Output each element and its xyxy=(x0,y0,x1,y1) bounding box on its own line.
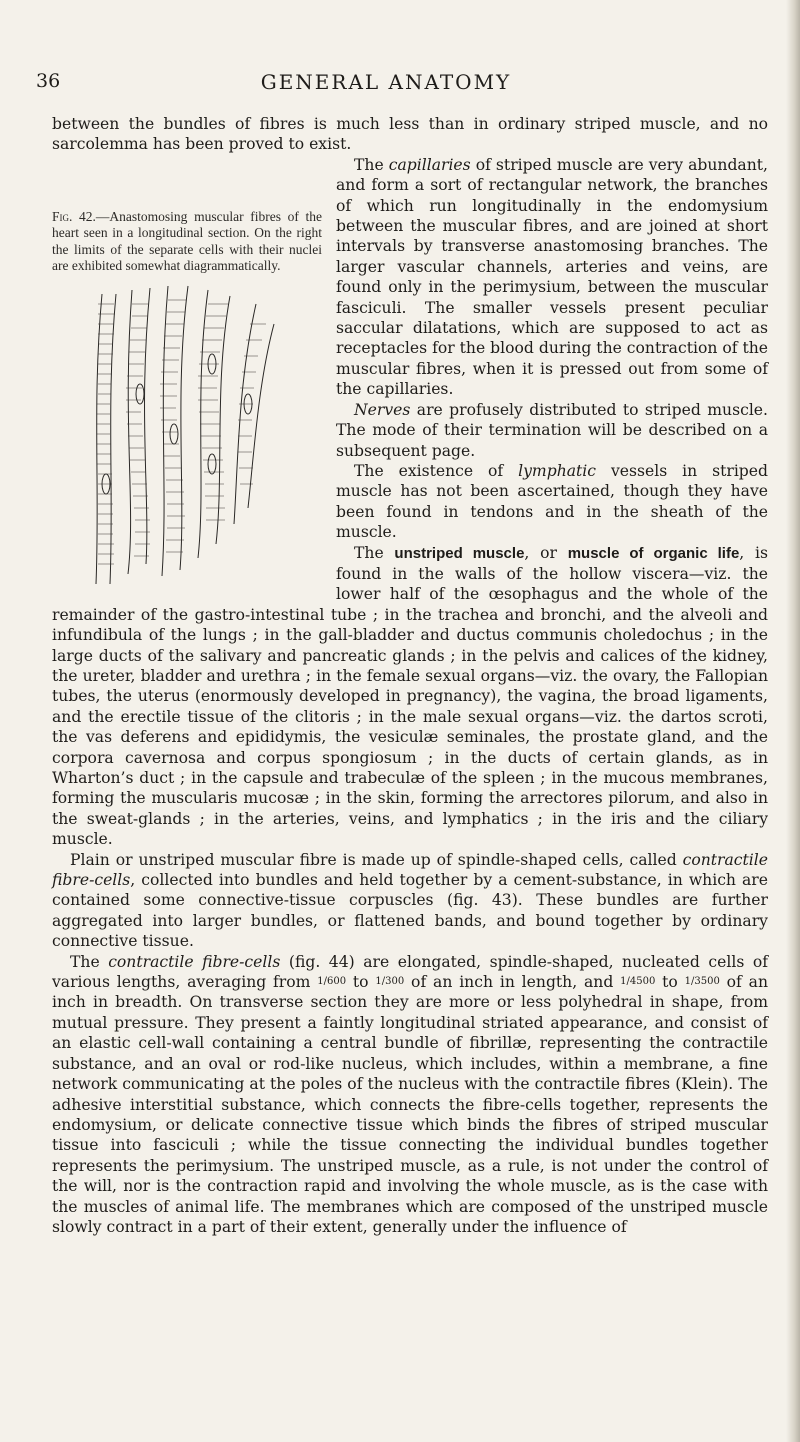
text-run: of an inch in breadth. On transverse section they are more or less polyhedral in shape, from mutual pressure. They present a faintly longitudinal striated appearance, and consist of an elastic cell-wall containing a central bundle of fibrillæ, representing the contractile substance, and an oval or rod-like nucleus, which includes, within a membrane, a fine network communicating at the poles of the nucleus with the contractile fibres (Klein). The adhesive interstitial substance, which connects the fibre-cells together, represents the endomysium, or delicate connective tissue which binds the fibres of striped muscular tissue into fasciculi ; while the tissue connecting the individual bundles together represents the perimysium. The unstriped muscle, as a rule, is not under the control of the will, nor is the contraction rapid and involving the whole muscle, as is the case with the muscles of animal life. The membranes which are composed of the unstriped muscle slowly contract in a part of their extent, generally under the influence of xyxy=(52,973,768,1236)
page-edge-shadow xyxy=(786,0,800,1442)
term-muscle-of-organic-life: muscle of organic life xyxy=(567,544,740,562)
muscle-fibres-illustration xyxy=(88,284,278,584)
fraction: 1/600 xyxy=(317,976,347,988)
text-run: The existence of xyxy=(354,461,519,480)
figure-caption-text: —Anastomosing muscular fibres of the heart seen in a longitudinal section. On the right the limits of the separate cells with their nuclei are exhibited somewhat diagrammatically. xyxy=(52,208,322,274)
text-run: , collected into bundles and held together by a cement-substance, in which are contained some connective-tissue corpuscles (fig. 43). These bundles are further aggregated into larger bundles, or flattened bands, and bound together by ordinary connective tissue. xyxy=(52,871,768,951)
text-run: to xyxy=(346,973,376,992)
figure-block xyxy=(52,155,322,585)
term-capillaries: capillaries xyxy=(388,155,471,174)
paragraph-plain-fibre xyxy=(52,850,768,952)
figure-caption xyxy=(52,209,322,275)
text-run: The xyxy=(70,952,109,971)
term-nerves: Nerves xyxy=(354,400,411,419)
text-run: Plain or unstriped muscular fibre is made up of spindle-shaped cells, called xyxy=(70,850,683,869)
running-title: GENERAL ANATOMY xyxy=(260,70,512,94)
paragraph-unstriped-muscle xyxy=(52,543,768,850)
text-run: The xyxy=(354,155,389,174)
text-run: , is found in the walls of the hollow viscera—viz. the lower half of the œsophagus and the whole of the remainder of the gastro-intestinal tube ; in the trachea and bronchi, and the alveoli and infundibula of the lungs ; in the gall-bladder and ductus communis choledochus ; in the large ducts of the salivary and pancreatic glands ; in the pelvis and calices of the kidney, the ureter, bladder and urethra ; in the female sexual organs—viz. the ovary, the Fallopian tubes, the uterus (enormously developed in pregnancy), the vagina, the broad ligaments, and the erectile tissue of the clitoris ; in the male sexual organs—viz. the dartos scroti, the vas deferens and epididymis, the vesiculæ seminales, the prostate gland, and the corpora cavernosa and corpus spongiosum ; in the ducts of certain glands, as in Wharton’s duct ; in the capsule and trabeculæ of the spleen ; in the mucous membranes, forming the muscularis mucosæ ; in the skin, forming the arrectores pilorum, and also in the sweat-glands ; in the arteries, veins, and lymphatics ; in the iris and the ciliary muscle. xyxy=(52,543,768,849)
figure-label: Fig. 42. xyxy=(52,208,96,224)
body-text xyxy=(52,114,768,1237)
fraction: 1/4500 xyxy=(620,976,656,988)
term-lymphatic: lymphatic xyxy=(518,461,597,480)
page-number: 36 xyxy=(36,70,61,92)
text-run: (fig. 44) are elongated, spindle-shaped, nucleated cells of various lengths, averaging from xyxy=(52,952,768,992)
term-unstriped-muscle: unstriped muscle xyxy=(394,544,525,562)
text-run: , or xyxy=(524,543,568,562)
text-run: to xyxy=(655,973,685,992)
text-run: vessels in striped muscle has not been ascertained, though they have been found in tendons and in the sheath of the muscle. xyxy=(336,461,768,542)
term-contractile-fibre-cells: contractile fibre-cells xyxy=(52,850,768,890)
fraction: 1/3500 xyxy=(684,976,720,988)
text-run: of striped muscle are very abundant, and form a sort of rectangular network, the branches of which run longitudinally in the endomysium between the muscular fibres, and are joined at short intervals by transverse anastomosing branches. The larger vascular channels, arteries and veins, are found only in the perimysium, between the muscular fasciculi. The smaller vessels present peculiar saccular dilatations, which are supposed to act as receptacles for the blood during the contraction of the muscular fibres, when it is pressed out from some of the capillaries. xyxy=(336,155,769,399)
page-header xyxy=(36,70,736,96)
text-run: are profusely distributed to striped muscle. The mode of their termination will be described on a subsequent page. xyxy=(336,400,768,460)
term-contractile-fibre-cells-2: contractile fibre-cells xyxy=(108,952,281,971)
paragraph-continuation: between the bundles of fibres is much less than in ordinary striped muscle, and no sarcolemma has been proved to exist. xyxy=(52,115,768,154)
fraction: 1/300 xyxy=(375,976,405,988)
text-run: The xyxy=(354,543,395,562)
text-run: of an inch in length, and xyxy=(404,973,621,992)
paragraph-fibre-cells xyxy=(52,952,768,1238)
